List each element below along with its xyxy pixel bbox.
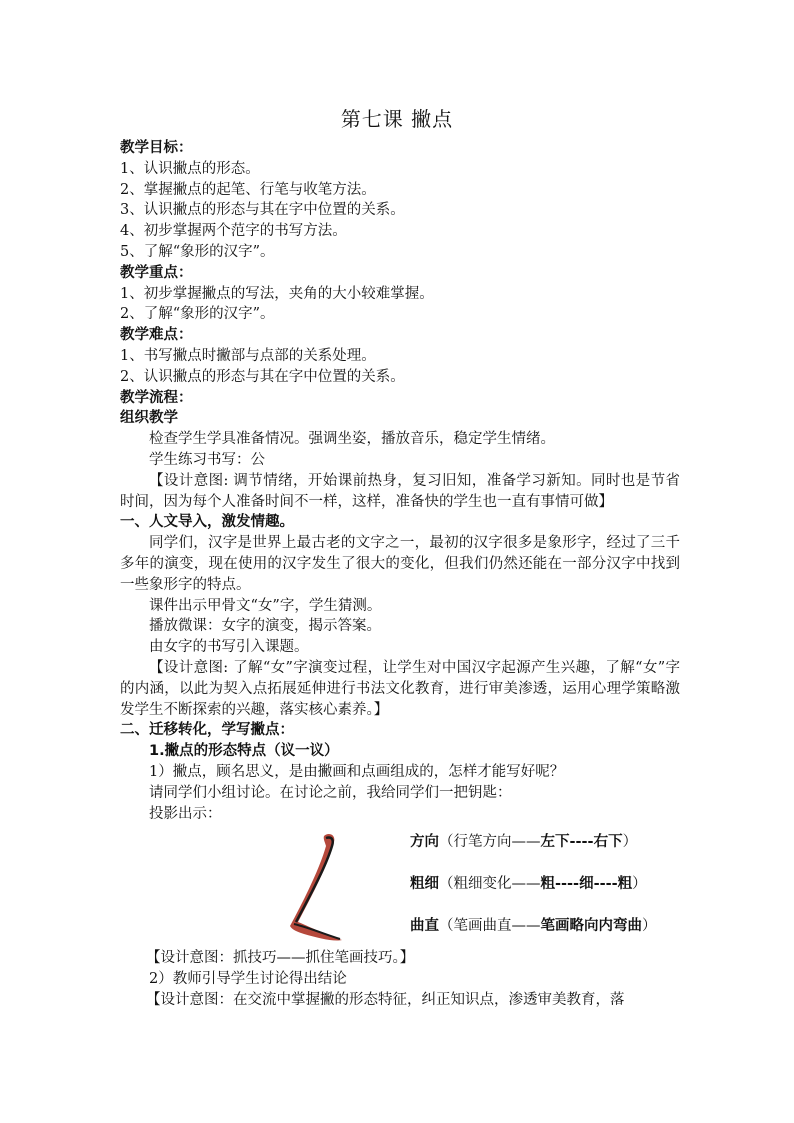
key-point-item: 1、初步掌握撇点的写法，夹角的大小较难掌握。 [120,285,434,302]
objective-item: 5、了解“象形的汉字”。 [120,243,275,260]
key-points-heading: 教学重点： [120,264,193,281]
key-point-item: 2、了解“象形的汉字”。 [120,306,275,323]
section1-line: 由女字的书写引入课题。 [149,639,309,656]
objective-item: 2、掌握撇点的起笔、行笔与收笔方法。 [120,181,376,198]
design-intent-note: 【设计意图：在交流中掌握撇的形态特征，纠正知识点，渗透审美教育，落 [146,991,625,1008]
flow-heading: 教学流程： [120,389,193,406]
pie-dian-stroke-image [284,830,354,944]
section2-subheading: 1.撇点的形态特点（议一议） [149,743,339,760]
organize-line: 检查学生学具准备情况。强调坐姿，播放音乐，稳定学生情绪。 [149,431,555,448]
section2-question: 请同学们小组讨论。在讨论之前，我给同学们一把钥匙： [149,784,512,801]
difficulty-item: 1、书写撇点时撇部与点部的关系处理。 [120,347,376,364]
lesson-title: 第七课 撇点 [340,107,454,131]
section1-heading: 一、人文导入，激发情趣。 [120,514,294,531]
section2-question: 投影出示： [149,805,222,822]
objective-item: 3、认识撇点的形态与其在字中位置的关系。 [120,202,405,219]
property-direction: 方向（行笔方向——左下----右下） [410,834,638,851]
organize-heading: 组织教学 [120,410,178,427]
lesson-content [120,138,680,1011]
difficulty-item: 2、认识撇点的形态与其在字中位置的关系。 [120,368,405,385]
objective-item: 4、初步掌握两个范字的书写方法。 [120,223,347,240]
section1-paragraph: 同学们，汉字是世界上最古老的文字之一，最初的汉字很多是象形字，经过了三千多年的演变，现在使用的汉字发生了很大的变化，但我们仍然还能在一部分汉字中找到一些象形字的特点。 [120,535,680,593]
section2-heading: 二、迁移转化，学写撇点： [120,722,294,739]
objectives-heading: 教学目标： [120,140,193,156]
design-intent-note: 【设计意图: 调节情绪，开始课前热身，复习旧知，准备学习新知。同时也是节省时间，因为每个人准备时间不一样，这样，准备快的学生也一直有事情可做】 [120,472,680,510]
section2-question: 1）撇点，顾名思义，是由撇画和点画组成的，怎样才能写好呢？ [149,763,565,780]
section1-line: 课件出示甲骨文“女”字，学生猜测。 [149,597,382,614]
section1-line: 播放微课：女字的演变，揭示答案。 [149,618,381,635]
difficulties-heading: 教学难点： [120,327,193,344]
objective-item: 1、认识撇点的形态。 [120,160,260,177]
property-thickness: 粗细（粗细变化——粗----细----粗） [410,876,647,893]
stroke-figure [120,826,680,948]
organize-line: 学生练习书写：公 [149,451,265,468]
design-intent-note: 【设计意图：抓技巧——抓住笔画技巧。】 [146,950,415,967]
section2-step: 2）教师引导学生讨论得出结论 [149,971,347,988]
property-curvature: 曲直（笔画曲直——笔画略向内弯曲） [410,918,657,935]
design-intent-note: 【设计意图: 了解“女”字演变过程，让学生对中国汉字起源产生兴趣，了解“女”字的内涵，以此为契入点拓展延伸进行书法文化教育，进行审美渗透，运用心理学策略激发学生不断探索的兴趣，落实核心素养。】 [120,659,680,718]
